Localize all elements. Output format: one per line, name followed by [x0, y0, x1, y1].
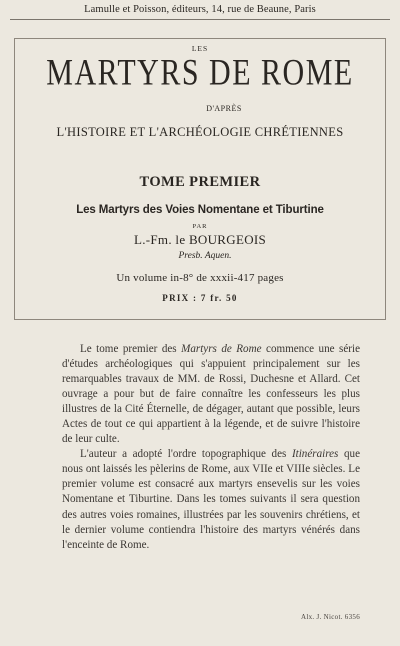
paragraph-1 — [62, 342, 360, 447]
printer-mark: Alx. J. Nicot. 6356 — [301, 613, 360, 621]
volume-description: Un volume in-8° de xxxii-417 pages — [116, 272, 284, 284]
paragraph-2-start: L'auteur a adopté l'ordre topographique des — [80, 448, 292, 461]
title-les: LES — [191, 44, 209, 53]
author-subtitle: Presb. Aquen. — [178, 251, 232, 261]
paragraph-2-italic: Itinéraires — [291, 448, 339, 461]
subtitle: L'HISTOIRE ET L'ARCHÉOLOGIE CHRÉTIENNES — [56, 125, 344, 139]
title-dapres: D'APRÈS — [206, 104, 242, 113]
body-text — [62, 342, 360, 553]
paragraph-2 — [62, 447, 360, 552]
author-name: L.-Fm. le BOURGEOIS — [133, 232, 267, 247]
paragraph-1-italic: Martyrs de Rome — [181, 343, 262, 355]
price-line: PRIX : 7 fr. 50 — [162, 293, 238, 303]
par-label: PAR — [192, 223, 208, 230]
volume-title: Les Martyrs des Voies Nomentane et Tiburtine — [76, 204, 324, 216]
paragraph-1-start: Le tome premier des — [80, 343, 182, 355]
publisher-line: Lamulle et Poisson, éditeurs, 14, rue de Beaune, Paris — [10, 4, 390, 20]
page-title: MARTYRS DE ROME — [46, 52, 354, 94]
tome-heading: TOME PREMIER — [139, 174, 261, 190]
paragraph-2-rest: que nous ont laissés les pèlerins de Rome, aux VIIe et VIIIe siècles. Le premier volume est consacré aux martyrs ensevelis sur les voies Nomentane et Tiburtine. Dans les tomes suivants il sera question des autres voies romaines, illustrées par les souvenirs chrétiens, et le dernier volume contiendra l'histoire des martyrs vénérés dans l'enceinte de Rome. — [62, 448, 360, 551]
paragraph-1-rest: commence une série d'études archéologiques qui s'appuient principalement sur les remarquables travaux de MM. de Rossi, Duchesne et Allard. Cet ouvrage a pour but de faire connaître les confesseurs les plus illustres de la Cité Éternelle, de dégager, autant que possible, leurs Actes de tout ce qui appartient à la légende, et de suivre l'histoire de leur culte. — [62, 343, 360, 446]
